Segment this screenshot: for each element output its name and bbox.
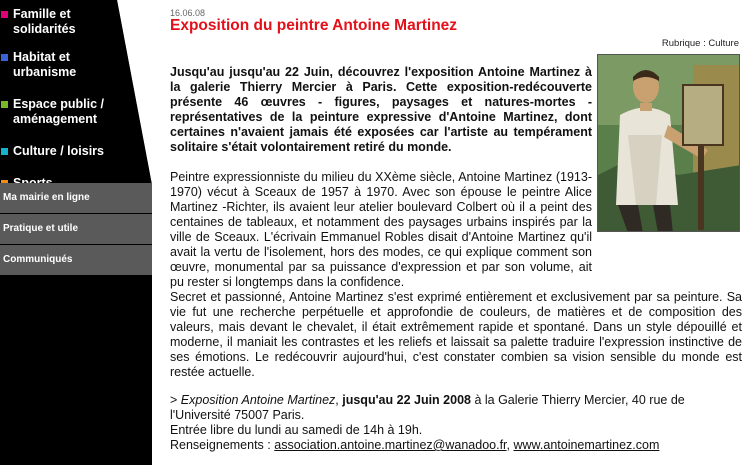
exhibition-line — [170, 393, 742, 423]
nav-label: Habitat et urbanisme — [13, 50, 77, 79]
nav-famille-solidarites[interactable] — [0, 7, 130, 37]
sidebar — [0, 0, 152, 465]
separator: , — [506, 438, 511, 452]
article-intro: Jusqu'au jusqu'au 22 Juin, découvrez l'exposition Antoine Martinez à la galerie Thierry Mercier à Paris. Cette exposition-redécouverte présente 46 œuvres - figures, paysages et natures-mortes - représentatives de la peinture expressive d'Antoine Martinez, dont certaines n'avaient jamais été exposées car l'artiste au tempérament solitaire s'était volontairement retiré du monde. — [170, 65, 592, 154]
article-rubrique: Rubrique : Culture — [661, 38, 739, 49]
email-link[interactable]: association.antoine.martinez@wanadoo.fr — [274, 438, 507, 452]
article-title: Exposition du peintre Antoine Martinez — [170, 17, 458, 34]
exhibition-name: Exposition Antoine Martinez — [180, 393, 336, 407]
article-bio: Peintre expressionniste du milieu du XXème siècle, Antoine Martinez (1913-1970) vécut à Sceaux de 1957 à 1970. Avec son épouse le peintre Alice Martinez -Richter, ils avaient leur atelier boulevard Colbert où il a peint des centaines de tableaux, et notamment des paysages urbains inspirés par la ville de Sceaux. L'écrivain Emmanuel Robles disait d'Antoine Martinez qu'il avait la vertu de l'isolement, hors des modes, ce qui explique comment son œuvre, monumental par sa puissance d'expression et par son volume, ait pu rester si longtemps dans la confidence. — [170, 170, 592, 289]
painting-image — [597, 54, 740, 232]
article-secret: Secret et passionné, Antoine Martinez s'est exprimé entièrement et exclusivement par sa peinture. Sa vie fut une recherche perpétuelle et approfondie de couleurs, de matières et de composition des valeurs, mais devant le chevalet, il était extrêmement rapide et spontané. Dans un style dépouillé et moderne, il maniait les contrastes et les reliefs et laissait sa palette traduire l'expression instinctive de ses émotions. Le redécouvrir aujourd'hui, c'est constater combien sa vision sensible du monde est restée actuelle. — [170, 290, 742, 379]
exhibition-end-date: jusqu'au 22 Juin 2008 — [342, 393, 471, 407]
nav-espace-public[interactable] — [0, 97, 120, 127]
exhibition-hours: Entrée libre du lundi au samedi de 14h à 19h. — [170, 423, 423, 437]
nav-bullet-icon — [1, 11, 8, 18]
exhibition-location: à la Galerie Thierry Mercier, 40 rue de l'Université 75007 Paris. — [170, 393, 685, 422]
nav-bullet-icon — [1, 148, 8, 155]
sub-pratique-utile[interactable]: Pratique et utile — [0, 214, 152, 244]
article-date: 16.06.08 — [170, 8, 206, 18]
contact-label: Renseignements : — [170, 438, 271, 452]
nav-label: Espace public / aménagement — [13, 97, 105, 126]
nav-label: Famille et solidarités — [13, 7, 76, 36]
arrow-icon: > — [170, 393, 178, 407]
website-link[interactable]: www.antoinemartinez.com — [513, 438, 660, 452]
nav-bullet-icon — [1, 101, 8, 108]
nav-bullet-icon — [1, 54, 8, 61]
nav-habitat-urbanisme[interactable] — [0, 50, 130, 80]
contact-line — [170, 438, 742, 453]
comma: , — [335, 393, 339, 407]
nav-culture-loisirs[interactable] — [0, 144, 130, 159]
sub-ma-mairie-en-ligne[interactable]: Ma mairie en ligne — [0, 183, 152, 213]
sub-communiques[interactable]: Communiqués — [0, 245, 152, 275]
nav-label: Culture / loisirs — [13, 144, 104, 158]
exhibition-info — [170, 393, 742, 453]
